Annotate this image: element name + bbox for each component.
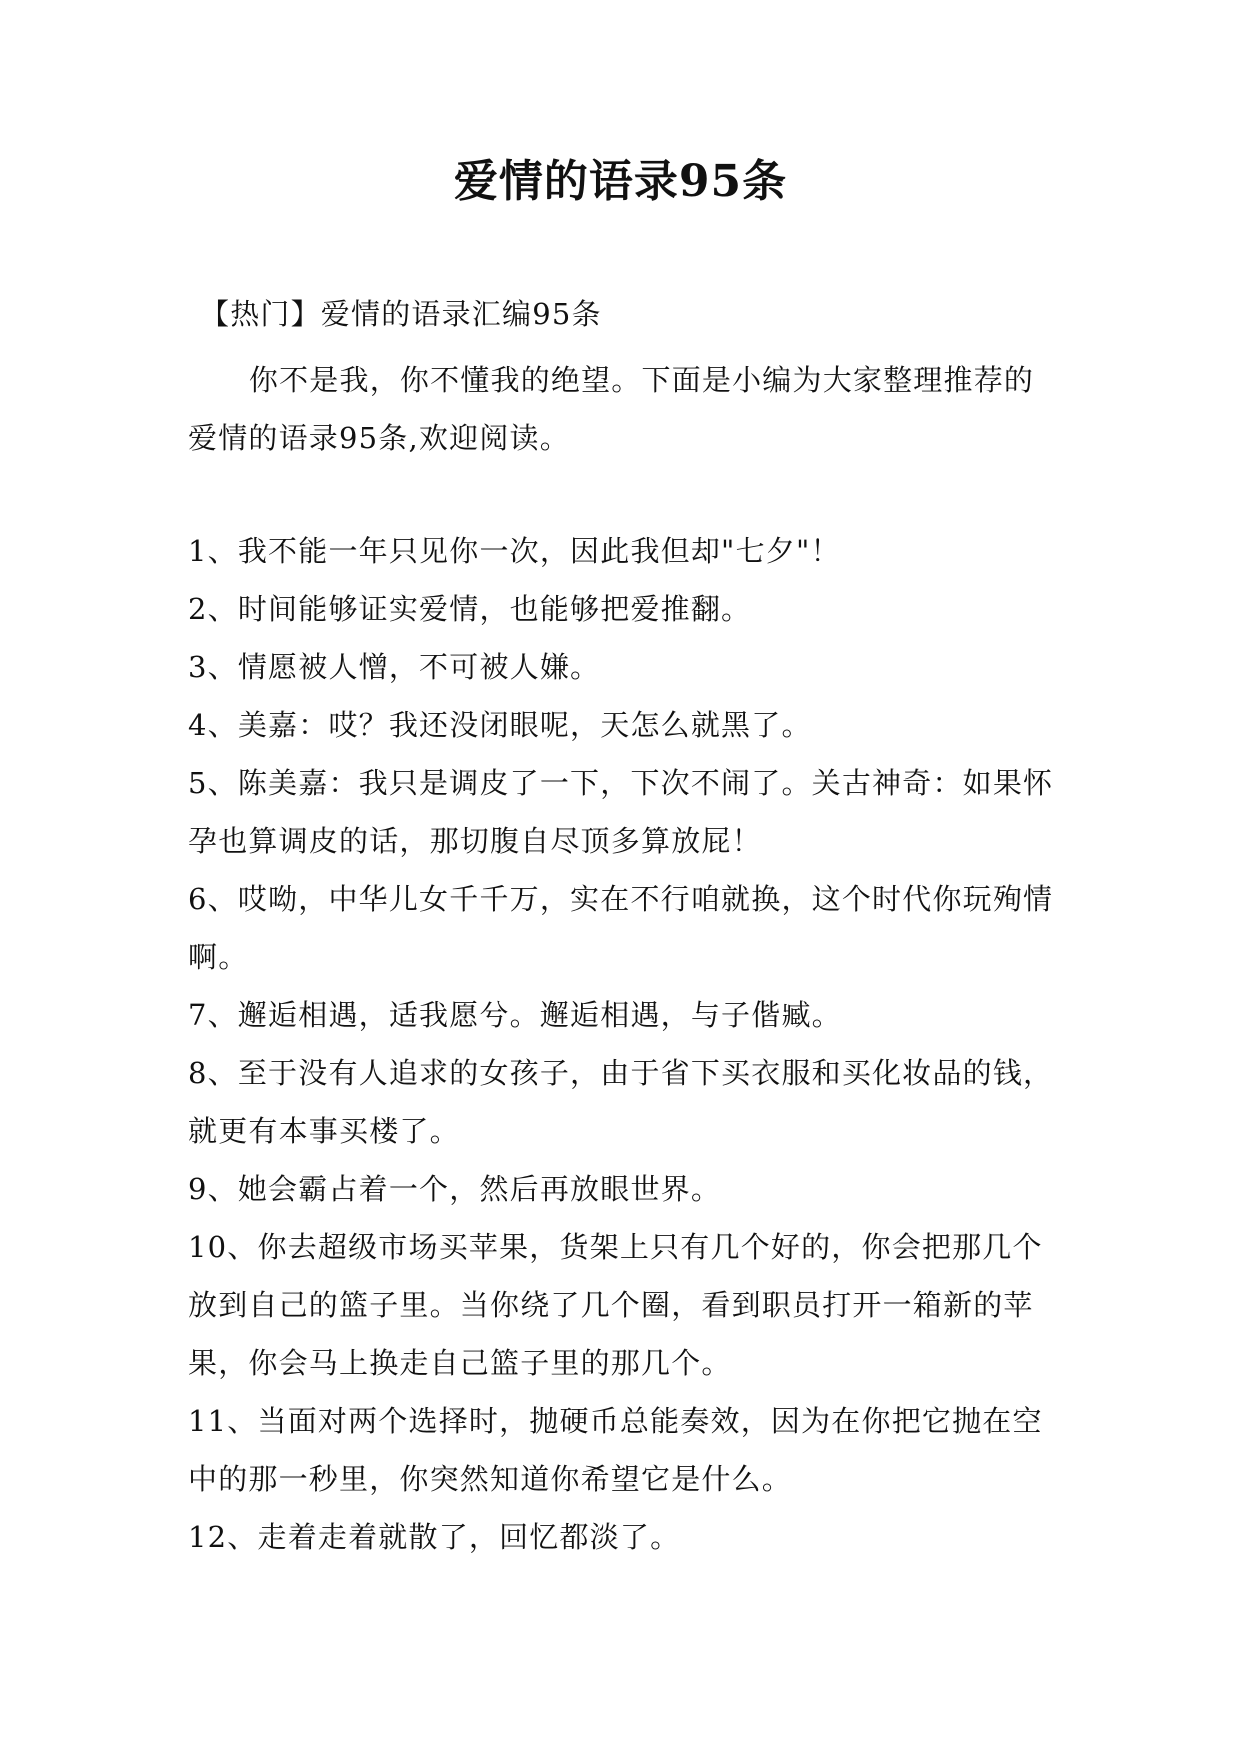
quote-item: 5、陈美嘉：我只是调皮了一下，下次不闹了。关古神奇：如果怀孕也算调皮的话，那切腹自尽顶多算放屁！	[188, 766, 1054, 858]
quote-item: 11、当面对两个选择时，抛硬币总能奏效，因为在你把它抛在空中的那一秒里，你突然知道你希望它是什么。	[188, 1404, 1043, 1496]
document-title: 爱情的语录95条	[453, 156, 788, 207]
quote-item: 7、邂逅相遇，适我愿兮。邂逅相遇，与子偕臧。	[188, 998, 842, 1032]
quote-item: 1、我不能一年只见你一次，因此我但却"七夕"！	[188, 534, 841, 568]
quote-item: 3、情愿被人憎，不可被人嫌。	[188, 650, 601, 684]
quote-item: 2、时间能够证实爱情，也能够把爱推翻。	[188, 592, 752, 626]
quote-item: 6、哎呦，中华儿女千千万，实在不行咱就换，这个时代你玩殉情啊。	[188, 882, 1054, 974]
quote-item: 4、美嘉：哎？我还没闭眼呢，天怎么就黑了。	[188, 708, 812, 742]
intro-paragraph: 你不是我，你不懂我的绝望。下面是小编为大家整理推荐的爱情的语录95条,欢迎阅读。	[188, 363, 1035, 455]
quote-item: 10、你去超级市场买苹果，货架上只有几个好的，你会把那几个放到自己的篮子里。当你绕了几个圈，看到职员打开一箱新的苹果，你会马上换走自己篮子里的那几个。	[188, 1230, 1043, 1380]
quote-item: 9、她会霸占着一个，然后再放眼世界。	[188, 1172, 722, 1206]
quote-item: 8、至于没有人追求的女孩子，由于省下买衣服和买化妆品的钱，就更有本事买楼了。	[188, 1056, 1054, 1148]
quote-list	[188, 522, 1060, 1566]
quote-item: 12、走着走着就散了，回忆都淡了。	[188, 1520, 681, 1554]
document-subheading: 【热门】爱情的语录汇编95条	[200, 297, 602, 331]
